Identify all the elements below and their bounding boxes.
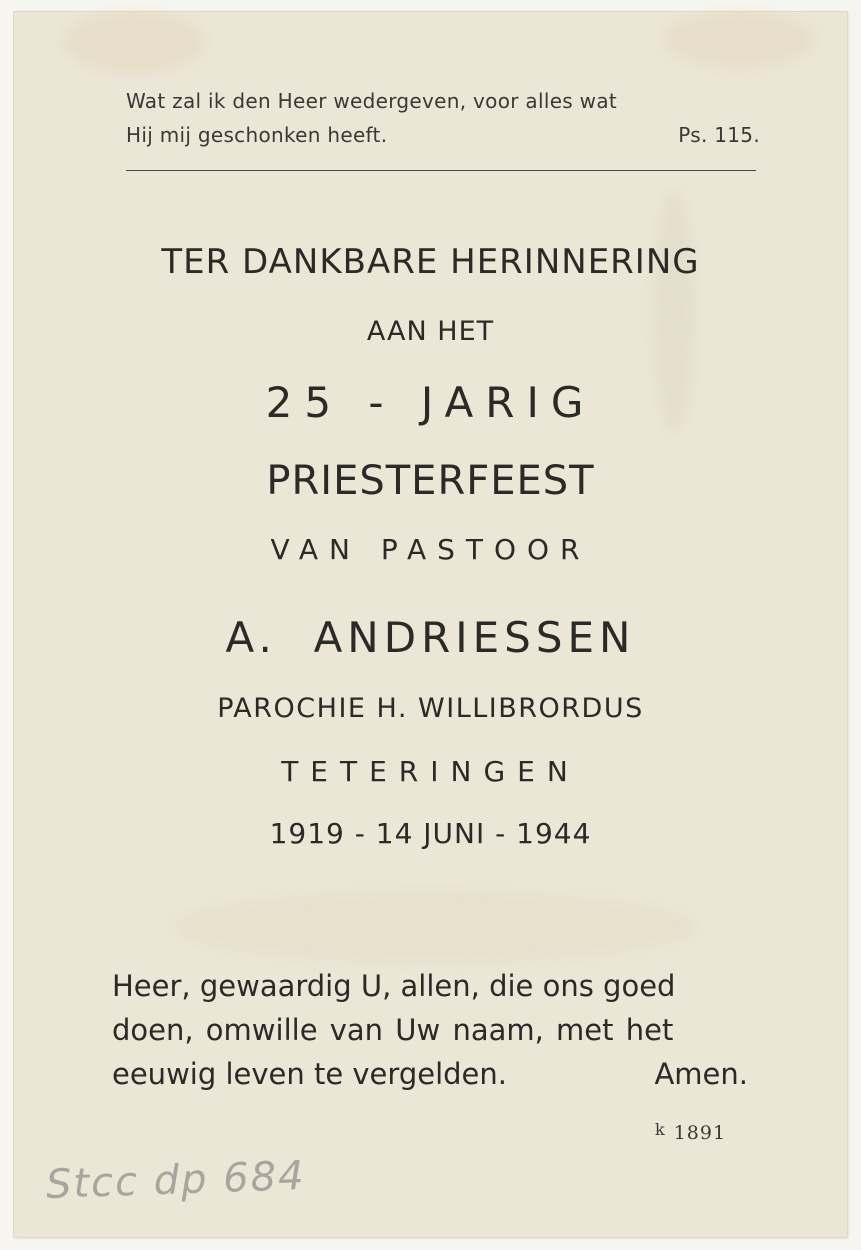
motto-line-1: Wat zal ik den Heer wedergeven, voor alles wat [126, 89, 618, 113]
psalm-reference: Ps. 115. [678, 123, 760, 147]
prayer-line-2: doen, omwille van Uw naam, met het [112, 1013, 674, 1047]
printer-code-number: 1891 [673, 1122, 727, 1144]
pastor-name: A. ANDRIESSEN [225, 613, 636, 662]
scripture-motto [126, 84, 760, 152]
pencil-inventory-note: Stcc dp 684 [45, 1152, 307, 1208]
motto-line-2 [126, 118, 760, 152]
prayer-line-1: Heer, gewaardig U, allen, die ons goed [112, 969, 676, 1003]
heading-dankbare-herinnering: TER DANKBARE HERINNERING [161, 242, 700, 282]
heading-25-jarig: 25 - JARIG [265, 378, 596, 427]
heading-van-pastoor: VAN PASTOOR [270, 533, 591, 566]
prayer-text [112, 964, 748, 1096]
printer-code-letter: k [655, 1120, 666, 1139]
paper-stain [174, 892, 694, 962]
jubilee-dates: 1919 - 14 JUNI - 1944 [269, 817, 592, 850]
place-name: TETERINGEN [281, 755, 580, 788]
prayer-amen: Amen. [654, 1057, 748, 1091]
paper-stain [64, 12, 204, 72]
parish-name: PAROCHIE H. WILLIBRORDUS [217, 693, 644, 724]
prayer-line-3 [112, 1052, 748, 1096]
prayer-line-3-text: eeuwig leven te vergelden. [112, 1057, 507, 1091]
motto-line-2-text: Hij mij geschonken heeft. [126, 123, 388, 147]
heading-aan-het: AAN HET [366, 316, 495, 347]
paper-stain [664, 12, 814, 67]
divider-rule [126, 170, 756, 171]
heading-priesterfeest: PRIESTERFEEST [266, 458, 595, 504]
printer-code [655, 1120, 726, 1144]
